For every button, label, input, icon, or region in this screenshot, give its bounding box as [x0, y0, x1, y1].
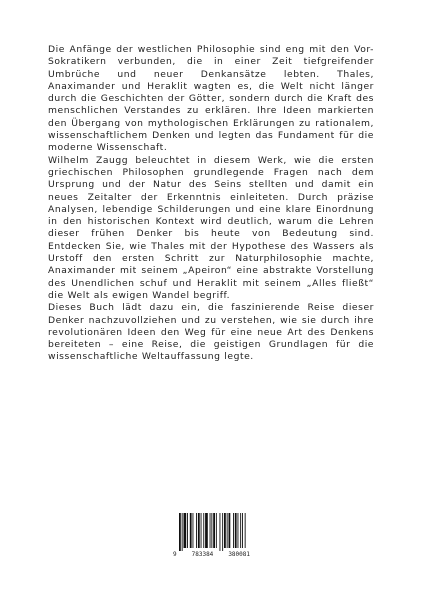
blurb-paragraph-intro: Die Anfänge der westlichen Philosophie sind eng mit den Vor-Sokratikern verbunden, die in einer Zeit tiefgreifender Umbrüche und neuer Denkansätze lebten. Thales, Anaximander und Heraklit wagten es, die Welt nicht länger durch die Geschichten der Götter, sondern durch die Kraft des menschlichen Verstandes zu erklären. Ihre Ideen markierten den Übergang von mythologischen Erklärungen zu rationalem, wissenschaftlichem Denken und legten das Fundament für die moderne Wissenschaft.: [48, 44, 374, 154]
blurb-text: [48, 44, 374, 364]
blurb-paragraph-invitation: Dieses Buch lädt dazu ein, die faszinierende Reise dieser Denker nachzuvollziehen und zu verstehen, wie sie durch ihre revolutionären Ideen den Weg für eine neue Art des Denkens bereiteten – eine Reise, die geistigen Grundlagen für die wissenschaftliche Weltauffassung legte.: [48, 302, 374, 363]
barcode-bars-icon: [173, 513, 250, 551]
isbn-right-group: 380081: [228, 551, 250, 558]
isbn-left-group: 783384: [191, 551, 214, 558]
isbn-digits: [173, 551, 250, 558]
isbn-first-digit: 9: [173, 551, 177, 558]
blurb-paragraph-author: Wilhelm Zaugg beleuchtet in diesem Werk, wie die ersten griechischen Philosophen grundlegende Fragen nach dem Ursprung und der Natur des Seins stellten und damit ein neues Zeitalter der Erkenntnis einleiteten. Durch präzise Analysen, lebendige Schilderungen und eine klare Einordnung in den historischen Kontext wird deutlich, warum die Lehren dieser frühen Denker bis heute von Bedeutung sind. Entdecken Sie, wie Thales mit der Hypothese des Wassers als Urstoff den ersten Schritt zur Naturphilosophie machte, Anaximander mit seinem „Apeiron“ eine abstrakte Vorstellung des Unendlichen schuf und Heraklit mit seinem „Alles fließt“ die Welt als ewigen Wandel begriff.: [48, 154, 374, 301]
isbn-barcode: [173, 513, 250, 561]
